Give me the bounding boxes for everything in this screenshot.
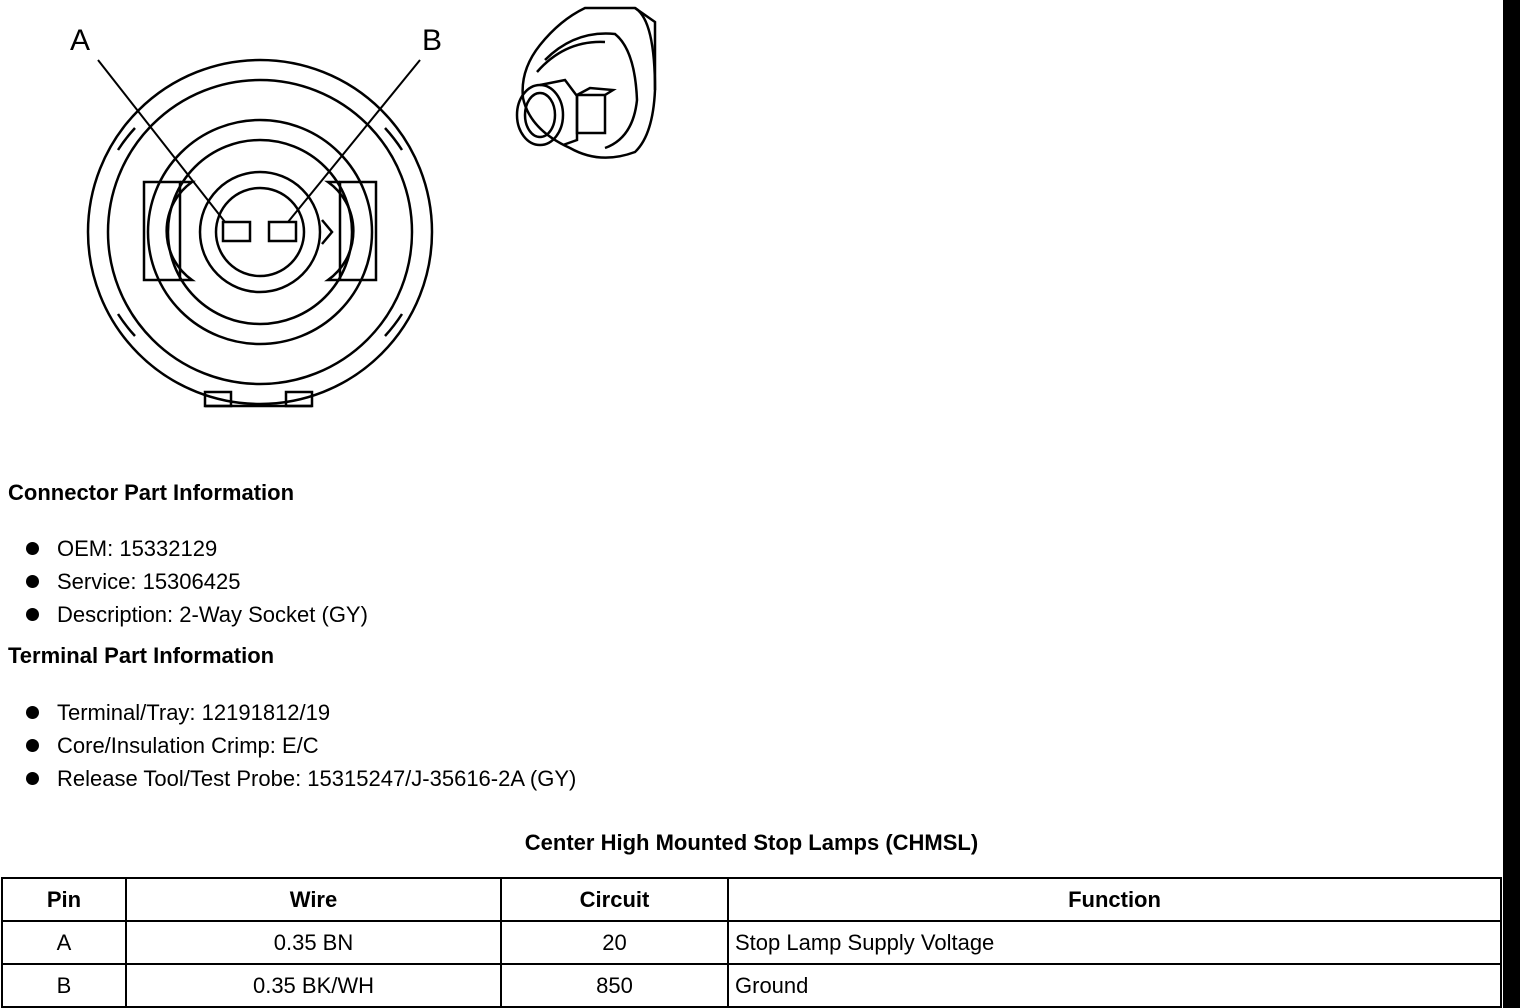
cell-wire: 0.35 BN xyxy=(126,921,501,964)
list-item: OEM: 15332129 xyxy=(26,532,368,565)
pinout-table xyxy=(1,877,1502,1008)
cell-circuit: 20 xyxy=(501,921,728,964)
pin-a-leader xyxy=(98,60,225,222)
terminal-info-heading: Terminal Part Information xyxy=(8,643,275,668)
bullet-icon xyxy=(26,772,39,785)
connector-isometric-view xyxy=(505,0,665,170)
cell-pin: A xyxy=(2,921,126,964)
table-title: Center High Mounted Stop Lamps (CHMSL) xyxy=(524,830,979,855)
list-item: Release Tool/Test Probe: 15315247/J-35616-2A (GY) xyxy=(26,762,576,795)
pin-b-label: B xyxy=(422,24,443,57)
bullet-icon xyxy=(26,542,39,555)
bullet-icon xyxy=(26,575,39,588)
cell-function: Stop Lamp Supply Voltage xyxy=(728,921,1501,964)
table-row xyxy=(2,921,1501,964)
cell-function: Ground xyxy=(728,964,1501,1007)
terminal-info-list xyxy=(26,696,576,795)
connector-info-heading: Connector Part Information xyxy=(8,480,295,505)
pin-a-label: A xyxy=(70,24,91,57)
connector-front-view xyxy=(60,20,460,420)
pin-b-cavity xyxy=(269,222,296,241)
cell-circuit: 850 xyxy=(501,964,728,1007)
list-item: Terminal/Tray: 12191812/19 xyxy=(26,696,576,729)
table-row xyxy=(2,964,1501,1007)
bullet-icon xyxy=(26,608,39,621)
header-wire: Wire xyxy=(126,878,501,921)
right-edge-bar xyxy=(1503,0,1520,1008)
list-item: Core/Insulation Crimp: E/C xyxy=(26,729,576,762)
list-item: Description: 2-Way Socket (GY) xyxy=(26,598,368,631)
connector-info-list xyxy=(26,532,368,631)
cell-wire: 0.35 BK/WH xyxy=(126,964,501,1007)
list-item: Service: 15306425 xyxy=(26,565,368,598)
pin-b-leader xyxy=(288,60,420,222)
bullet-icon xyxy=(26,739,39,752)
bullet-icon xyxy=(26,706,39,719)
header-pin: Pin xyxy=(2,878,126,921)
pin-a-cavity xyxy=(223,222,250,241)
table-header-row xyxy=(2,878,1501,921)
header-function: Function xyxy=(728,878,1501,921)
header-circuit: Circuit xyxy=(501,878,728,921)
cell-pin: B xyxy=(2,964,126,1007)
